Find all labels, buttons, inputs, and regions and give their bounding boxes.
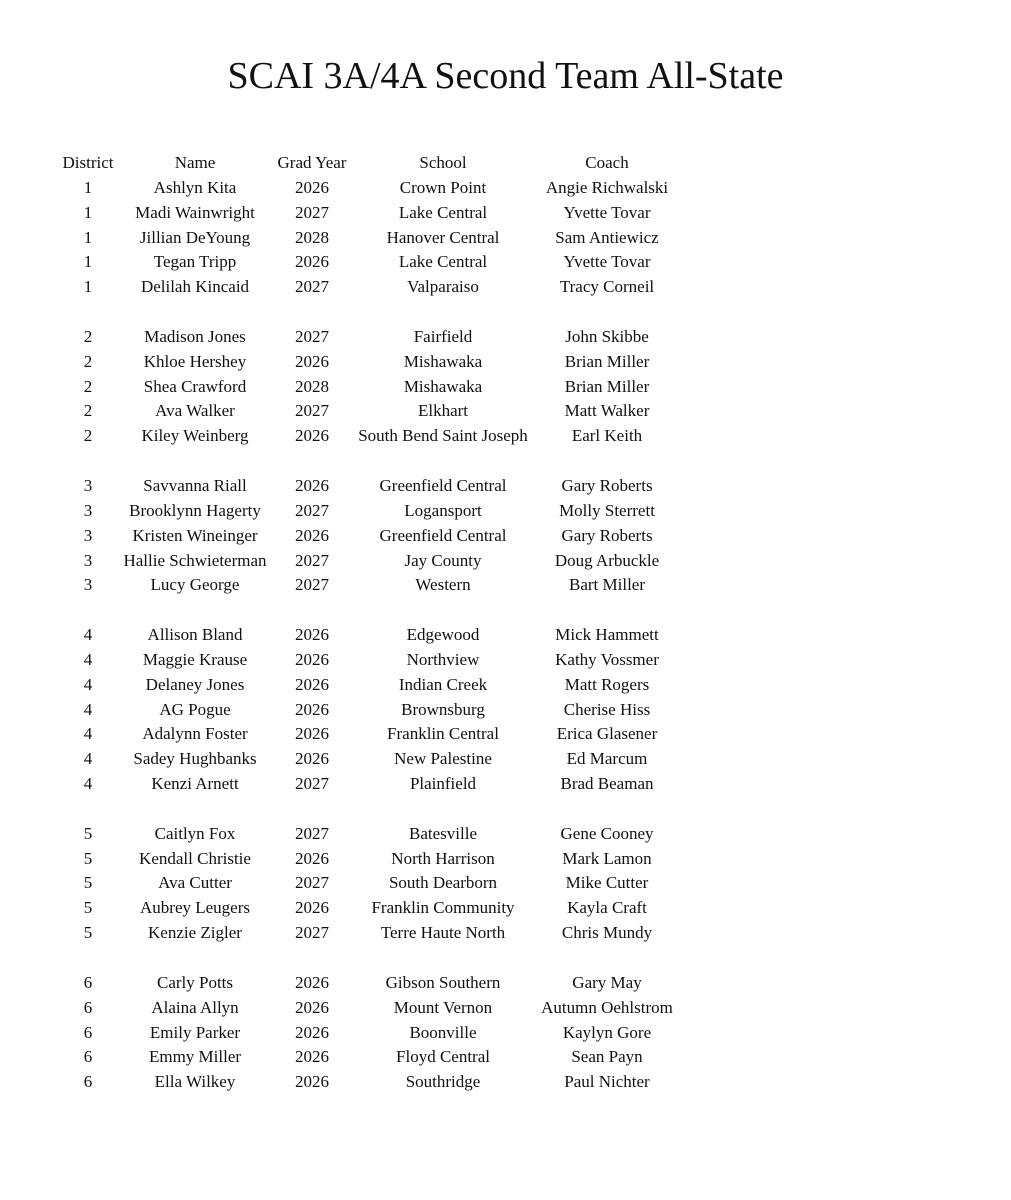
school-cell: Southridge — [405, 1072, 481, 1092]
district-cell: 5 — [83, 873, 93, 893]
school-cell: Elkhart — [417, 401, 469, 421]
coach-cell: Matt Walker — [564, 401, 650, 421]
district-cell: 5 — [83, 898, 93, 918]
school-cell: Mount Vernon — [393, 997, 493, 1017]
grad-year-cell: 2026 — [295, 1047, 329, 1067]
grad-year-cell: 2027 — [295, 277, 329, 297]
name-cell: Madi Wainwright — [135, 202, 255, 222]
table-row — [0, 847, 1011, 872]
table-row — [0, 698, 1011, 723]
district-cell: 2 — [83, 351, 93, 371]
group-spacer — [0, 797, 1011, 822]
table-row — [0, 573, 1011, 598]
district-cell: 5 — [83, 923, 93, 943]
school-cell: Fairfield — [413, 326, 473, 346]
school-cell: North Harrison — [391, 848, 495, 868]
grad-year-cell: 2027 — [295, 575, 329, 595]
table-row — [0, 822, 1011, 847]
name-cell: Kenzi Arnett — [151, 774, 239, 794]
table-row — [0, 673, 1011, 698]
table-row — [0, 1070, 1011, 1095]
district-cell: 2 — [83, 376, 93, 396]
table-row — [0, 648, 1011, 673]
name-cell: Caitlyn Fox — [154, 823, 236, 843]
coach-cell: Erica Glasener — [556, 724, 658, 744]
name-cell: Aubrey Leugers — [140, 898, 250, 918]
school-cell: Plainfield — [409, 774, 477, 794]
table-row — [0, 772, 1011, 797]
name-cell: Savvanna Riall — [143, 475, 247, 495]
grad-year-cell: 2026 — [295, 848, 329, 868]
name-cell: Hallie Schwieterman — [123, 550, 267, 570]
district-cell: 4 — [83, 774, 93, 794]
coach-cell: Yvette Tovar — [563, 252, 651, 272]
table-row — [0, 524, 1011, 549]
grad-year-cell: 2027 — [295, 401, 329, 421]
coach-cell: Autumn Oehlstrom — [541, 997, 673, 1017]
school-cell: Brownsburg — [401, 699, 485, 719]
coach-cell: Gary Roberts — [561, 525, 653, 545]
table-row — [0, 399, 1011, 424]
grad-year-cell: 2028 — [295, 376, 329, 396]
column-header-district: District — [62, 153, 114, 172]
table-row — [0, 201, 1011, 226]
name-cell: Ella Wilkey — [154, 1072, 236, 1092]
school-cell: Gibson Southern — [385, 972, 501, 992]
school-cell: Crown Point — [399, 177, 487, 197]
school-cell: Logansport — [404, 500, 482, 520]
coach-cell: Cherise Hiss — [563, 699, 651, 719]
table-row — [0, 250, 1011, 275]
table-row — [0, 424, 1011, 449]
name-cell: Adalynn Foster — [142, 724, 248, 744]
table-row — [0, 871, 1011, 896]
district-cell: 1 — [83, 277, 93, 297]
group-spacer — [0, 946, 1011, 971]
name-cell: Brooklynn Hagerty — [129, 500, 261, 520]
coach-cell: Chris Mundy — [561, 923, 653, 943]
coach-cell: Molly Sterrett — [559, 500, 655, 520]
coach-cell: Mick Hammett — [555, 625, 659, 645]
district-cell: 2 — [83, 326, 93, 346]
grad-year-cell: 2026 — [295, 649, 329, 669]
grad-year-cell: 2026 — [295, 898, 329, 918]
grad-year-cell: 2027 — [295, 873, 329, 893]
table-row — [0, 1045, 1011, 1070]
grad-year-cell: 2026 — [295, 749, 329, 769]
table-row — [0, 623, 1011, 648]
name-cell: Kristen Wineinger — [132, 525, 258, 545]
coach-cell: Mark Lamon — [562, 848, 652, 868]
coach-cell: Brian Miller — [564, 351, 650, 371]
district-cell: 3 — [83, 525, 93, 545]
grad-year-cell: 2026 — [295, 177, 329, 197]
table-row — [0, 350, 1011, 375]
column-header-coach: Coach — [585, 153, 629, 172]
grad-year-cell: 2027 — [295, 774, 329, 794]
name-cell: Emily Parker — [149, 1022, 241, 1042]
grad-year-cell: 2026 — [295, 475, 329, 495]
name-cell: Ava Walker — [155, 401, 235, 421]
coach-cell: Brad Beaman — [560, 774, 654, 794]
coach-cell: Kayla Craft — [567, 898, 647, 918]
table-row — [0, 549, 1011, 574]
name-cell: Tegan Tripp — [153, 252, 237, 272]
school-cell: South Dearborn — [388, 873, 498, 893]
coach-cell: Gary Roberts — [561, 475, 653, 495]
table-row — [0, 375, 1011, 400]
name-cell: Ashlyn Kita — [153, 177, 237, 197]
grad-year-cell: 2026 — [295, 252, 329, 272]
name-cell: Kendall Christie — [139, 848, 251, 868]
school-cell: New Palestine — [394, 749, 492, 769]
district-cell: 3 — [83, 575, 93, 595]
school-cell: Western — [415, 575, 471, 595]
table-row — [0, 747, 1011, 772]
district-cell: 4 — [83, 625, 93, 645]
coach-cell: Tracy Corneil — [559, 277, 655, 297]
district-cell: 4 — [83, 674, 93, 694]
school-cell: Greenfield Central — [379, 525, 507, 545]
district-cell: 6 — [83, 1072, 93, 1092]
school-cell: Floyd Central — [396, 1047, 490, 1067]
school-cell: Hanover Central — [386, 227, 500, 247]
grad-year-cell: 2026 — [295, 699, 329, 719]
coach-cell: Sam Antiewicz — [555, 227, 659, 247]
name-cell: Jillian DeYoung — [139, 227, 251, 247]
column-header-grad-year: Grad Year — [277, 153, 347, 172]
district-cell: 3 — [83, 550, 93, 570]
table-row — [0, 474, 1011, 499]
coach-cell: John Skibbe — [565, 326, 649, 346]
coach-cell: Angie Richwalski — [545, 177, 669, 197]
school-cell: Mishawaka — [403, 351, 483, 371]
name-cell: Sadey Hughbanks — [133, 749, 257, 769]
district-cell: 1 — [83, 202, 93, 222]
table-row — [0, 325, 1011, 350]
grad-year-cell: 2028 — [295, 227, 329, 247]
grad-year-cell: 2026 — [295, 997, 329, 1017]
grad-year-cell: 2027 — [295, 550, 329, 570]
name-cell: Madison Jones — [144, 326, 246, 346]
grad-year-cell: 2027 — [295, 202, 329, 222]
grad-year-cell: 2026 — [295, 1022, 329, 1042]
school-cell: Northview — [406, 649, 480, 669]
coach-cell: Mike Cutter — [565, 873, 649, 893]
school-cell: Franklin Central — [387, 724, 499, 744]
name-cell: Kenzie Zigler — [148, 923, 242, 943]
grad-year-cell: 2027 — [295, 500, 329, 520]
name-cell: Alaina Allyn — [151, 997, 239, 1017]
district-cell: 6 — [83, 1022, 93, 1042]
school-cell: Greenfield Central — [379, 475, 507, 495]
name-cell: Lucy George — [150, 575, 240, 595]
table-row — [0, 996, 1011, 1021]
name-cell: Shea Crawford — [143, 376, 247, 396]
table-row — [0, 896, 1011, 921]
name-cell: Kiley Weinberg — [141, 426, 249, 446]
group-spacer — [0, 449, 1011, 474]
column-header-school: School — [419, 153, 467, 172]
coach-cell: Doug Arbuckle — [554, 550, 660, 570]
district-cell: 4 — [83, 724, 93, 744]
name-cell: Delaney Jones — [145, 674, 245, 694]
coach-cell: Bart Miller — [568, 575, 646, 595]
name-cell: Carly Potts — [156, 972, 234, 992]
coach-cell: Matt Rogers — [564, 674, 650, 694]
grad-year-cell: 2026 — [295, 674, 329, 694]
coach-cell: Sean Payn — [571, 1047, 643, 1067]
district-cell: 1 — [83, 252, 93, 272]
coach-cell: Paul Nichter — [564, 1072, 650, 1092]
school-cell: Lake Central — [398, 252, 488, 272]
school-cell: Indian Creek — [398, 674, 488, 694]
district-cell: 4 — [83, 749, 93, 769]
school-cell: Lake Central — [398, 202, 488, 222]
name-cell: Khloe Hershey — [143, 351, 247, 371]
grad-year-cell: 2026 — [295, 972, 329, 992]
district-cell: 1 — [83, 177, 93, 197]
school-cell: Franklin Community — [371, 898, 515, 918]
table-row — [0, 971, 1011, 996]
name-cell: Delilah Kincaid — [140, 277, 250, 297]
name-cell: AG Pogue — [159, 699, 231, 719]
table-row — [0, 722, 1011, 747]
grad-year-cell: 2026 — [295, 1072, 329, 1092]
district-cell: 6 — [83, 1047, 93, 1067]
grad-year-cell: 2027 — [295, 923, 329, 943]
school-cell: Batesville — [409, 823, 477, 843]
column-header-name: Name — [174, 153, 216, 172]
district-cell: 6 — [83, 972, 93, 992]
school-cell: Valparaiso — [407, 277, 479, 297]
page-title: SCAI 3A/4A Second Team All-State — [227, 55, 784, 97]
coach-cell: Kathy Vossmer — [555, 649, 659, 669]
all-state-roster-table — [0, 151, 1011, 1095]
coach-cell: Kaylyn Gore — [562, 1022, 652, 1042]
school-cell: Boonville — [409, 1022, 477, 1042]
school-cell: Jay County — [404, 550, 482, 570]
name-cell: Emmy Miller — [148, 1047, 242, 1067]
name-cell: Maggie Krause — [142, 649, 248, 669]
school-cell: Terre Haute North — [380, 923, 506, 943]
table-row — [0, 921, 1011, 946]
district-cell: 1 — [83, 227, 93, 247]
table-row — [0, 275, 1011, 300]
district-cell: 3 — [83, 475, 93, 495]
district-cell: 5 — [83, 848, 93, 868]
coach-cell: Yvette Tovar — [563, 202, 651, 222]
grad-year-cell: 2027 — [295, 823, 329, 843]
coach-cell: Ed Marcum — [566, 749, 648, 769]
name-cell: Ava Cutter — [158, 873, 232, 893]
name-cell: Allison Bland — [147, 625, 243, 645]
district-cell: 2 — [83, 426, 93, 446]
group-spacer — [0, 598, 1011, 623]
district-cell: 6 — [83, 997, 93, 1017]
table-header-row — [0, 151, 1011, 176]
district-cell: 4 — [83, 699, 93, 719]
table-row — [0, 1021, 1011, 1046]
table-row — [0, 226, 1011, 251]
school-cell: Edgewood — [406, 625, 480, 645]
grad-year-cell: 2026 — [295, 625, 329, 645]
grad-year-cell: 2026 — [295, 724, 329, 744]
grad-year-cell: 2026 — [295, 525, 329, 545]
coach-cell: Earl Keith — [571, 426, 643, 446]
district-cell: 2 — [83, 401, 93, 421]
district-cell: 5 — [83, 823, 93, 843]
coach-cell: Gary May — [572, 972, 642, 992]
grad-year-cell: 2026 — [295, 426, 329, 446]
grad-year-cell: 2027 — [295, 326, 329, 346]
table-row — [0, 176, 1011, 201]
group-spacer — [0, 300, 1011, 325]
school-cell: Mishawaka — [403, 376, 483, 396]
table-row — [0, 499, 1011, 524]
coach-cell: Brian Miller — [564, 376, 650, 396]
school-cell: South Bend Saint Joseph — [358, 426, 528, 446]
coach-cell: Gene Cooney — [560, 823, 654, 843]
district-cell: 3 — [83, 500, 93, 520]
grad-year-cell: 2026 — [295, 351, 329, 371]
district-cell: 4 — [83, 649, 93, 669]
